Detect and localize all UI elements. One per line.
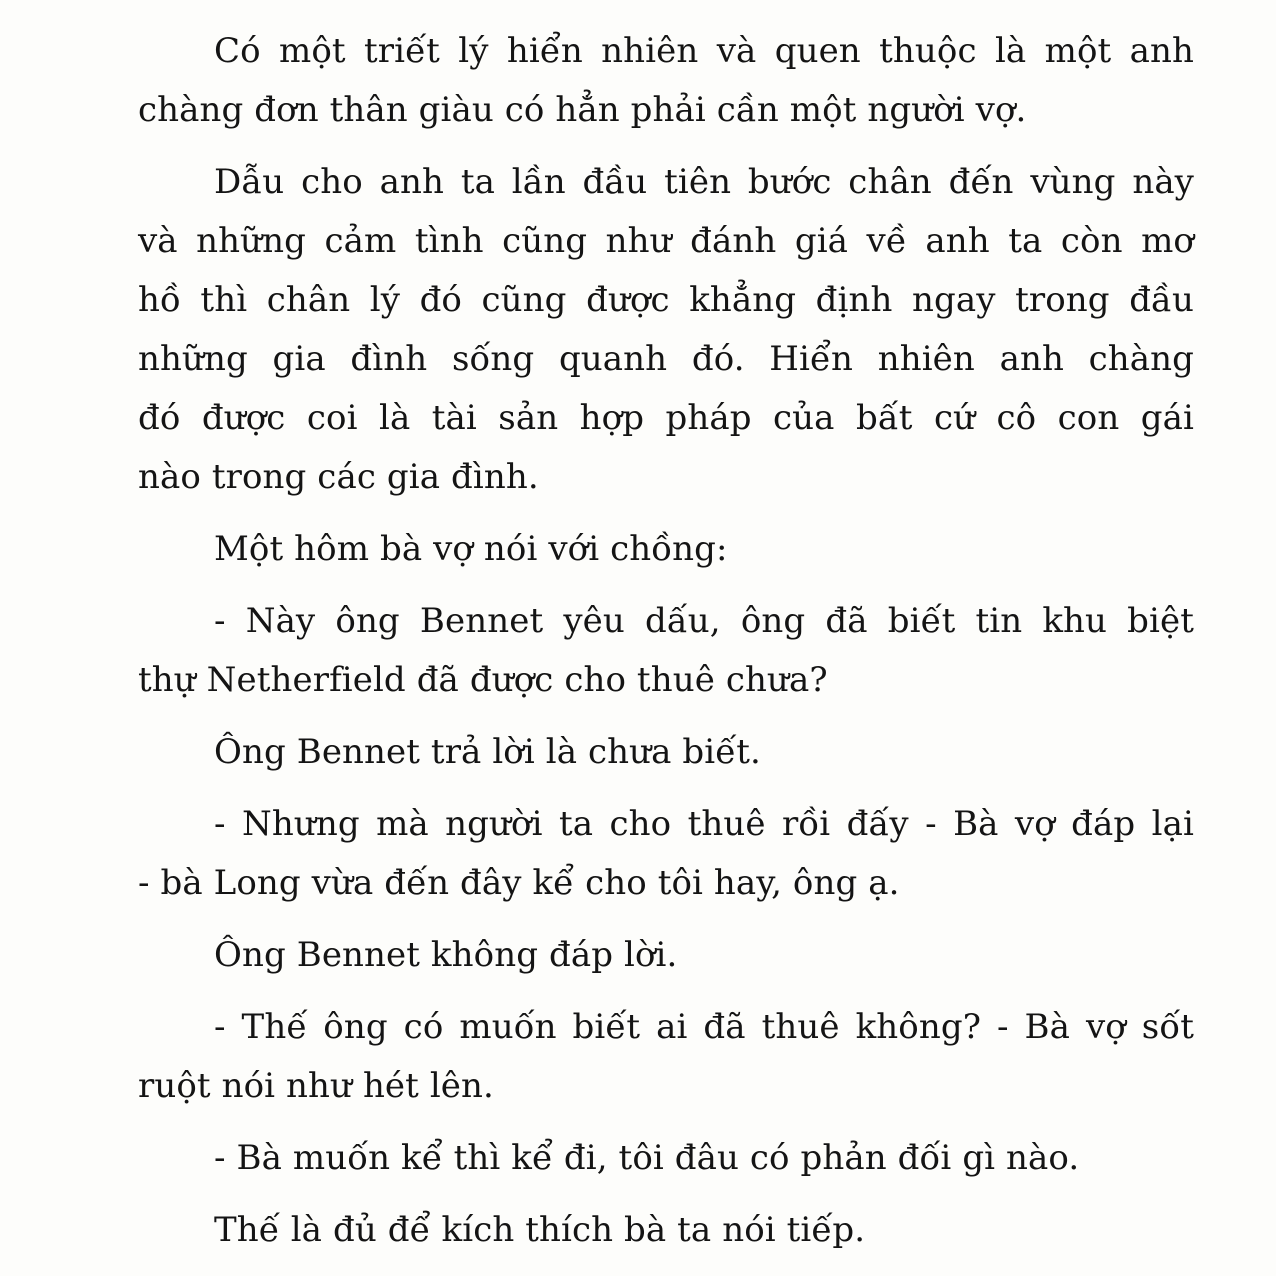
text-line: - Này ông Bennet yêu dấu, ông đã biết tin khu biệt: [214, 601, 1194, 641]
text-line: Ông Bennet trả lời là chưa biết.: [214, 732, 761, 772]
text-line: - Thế ông có muốn biết ai đã thuê không? - Bà vợ sốt: [214, 1007, 1194, 1047]
paragraph: [138, 1129, 1194, 1188]
paragraph: [138, 22, 1194, 140]
text-line: - Nhưng mà người ta cho thuê rồi đấy - Bà vợ đáp lại: [214, 804, 1194, 844]
text-line: ruột nói như hét lên.: [138, 1066, 494, 1106]
text-line: và những cảm tình cũng như đánh giá về anh ta còn mơ: [138, 221, 1194, 261]
text-line: Một hôm bà vợ nói với chồng:: [214, 529, 728, 569]
paragraph: [138, 926, 1194, 985]
text-line: hồ thì chân lý đó cũng được khẳng định ngay trong đầu: [138, 280, 1194, 320]
paragraph: [138, 592, 1194, 710]
text-line: - Bà muốn kể thì kể đi, tôi đâu có phản đối gì nào.: [214, 1138, 1080, 1178]
paragraph: [138, 795, 1194, 913]
paragraph: [138, 1201, 1194, 1260]
paragraph: [138, 998, 1194, 1116]
paragraph: [138, 153, 1194, 507]
paragraph: [138, 723, 1194, 782]
text-line: - bà Long vừa đến đây kể cho tôi hay, ông ạ.: [138, 863, 900, 903]
text-line: Có một triết lý hiển nhiên và quen thuộc là một anh: [214, 31, 1194, 71]
text-line: nào trong các gia đình.: [138, 457, 539, 497]
paragraph: [138, 520, 1194, 579]
text-line: thự Netherfield đã được cho thuê chưa?: [138, 660, 828, 700]
text-line: Thế là đủ để kích thích bà ta nói tiếp.: [214, 1210, 866, 1250]
text-line: những gia đình sống quanh đó. Hiển nhiên anh chàng: [138, 339, 1194, 379]
text-line: Dẫu cho anh ta lần đầu tiên bước chân đến vùng này: [214, 162, 1194, 202]
text-line: chàng đơn thân giàu có hẳn phải cần một người vợ.: [138, 90, 1027, 130]
text-line: Ông Bennet không đáp lời.: [214, 935, 678, 975]
book-page-text: [138, 22, 1194, 1273]
text-line: đó được coi là tài sản hợp pháp của bất cứ cô con gái: [138, 398, 1194, 438]
